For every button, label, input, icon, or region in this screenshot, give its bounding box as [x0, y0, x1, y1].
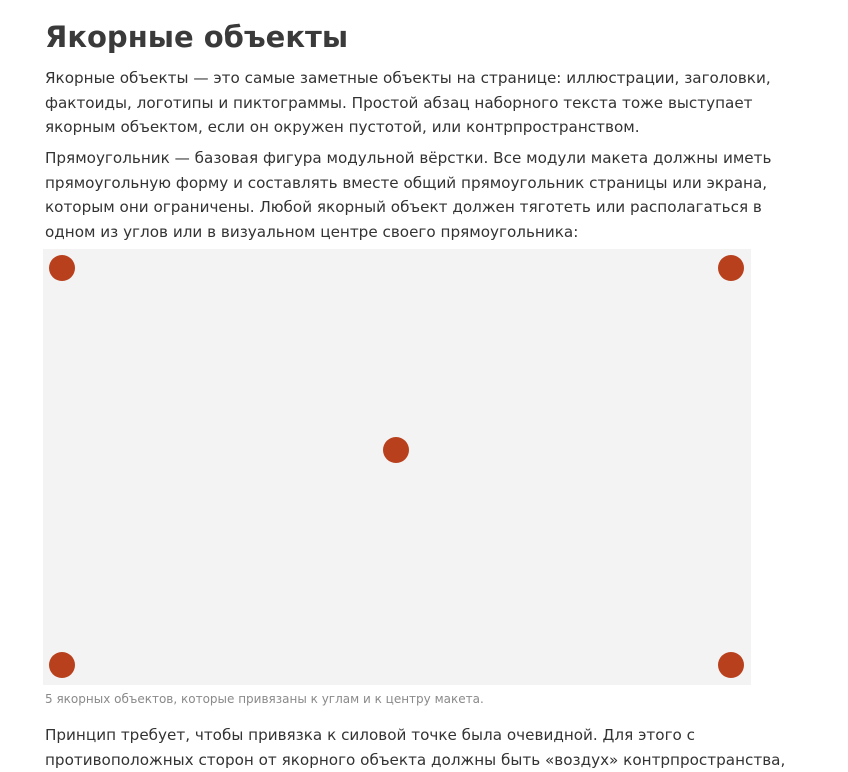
figure-caption: 5 якорных объектов, которые привязаны к углам и к центру макета.: [45, 691, 484, 707]
anchor-figure: [43, 249, 751, 685]
paragraph-anchor-objects: [45, 66, 745, 140]
anchor-dot-bottom-right: [718, 652, 744, 678]
paragraph-line: якорным объектом, если он окружен пустотой, или контрпространством.: [45, 115, 745, 140]
anchor-dot-bottom-left: [49, 652, 75, 678]
anchor-dot-center: [383, 437, 409, 463]
paragraph-principle: [45, 723, 745, 772]
paragraph-rectangle: [45, 146, 745, 244]
paragraph-line: противоположных сторон от якорного объекта должны быть «воздух» контрпространства,: [45, 748, 745, 772]
paragraph-line: Якорные объекты — это самые заметные объекты на странице: иллюстрации, заголовки,: [45, 66, 745, 91]
paragraph-line: прямоугольную форму и составлять вместе общий прямоугольник страницы или экрана,: [45, 171, 745, 196]
paragraph-line: которым они ограничены. Любой якорный объект должен тяготеть или располагаться в: [45, 195, 745, 220]
anchor-dot-top-left: [49, 255, 75, 281]
paragraph-line: одном из углов или в визуальном центре своего прямоугольника:: [45, 220, 745, 245]
anchor-dot-top-right: [718, 255, 744, 281]
paragraph-line: фактоиды, логотипы и пиктограммы. Простой абзац наборного текста тоже выступает: [45, 91, 745, 116]
page-title: Якорные объекты: [45, 18, 348, 56]
paragraph-line: Прямоугольник — базовая фигура модульной вёрстки. Все модули макета должны иметь: [45, 146, 745, 171]
paragraph-line: Принцип требует, чтобы привязка к силовой точке была очевидной. Для этого с: [45, 723, 745, 748]
